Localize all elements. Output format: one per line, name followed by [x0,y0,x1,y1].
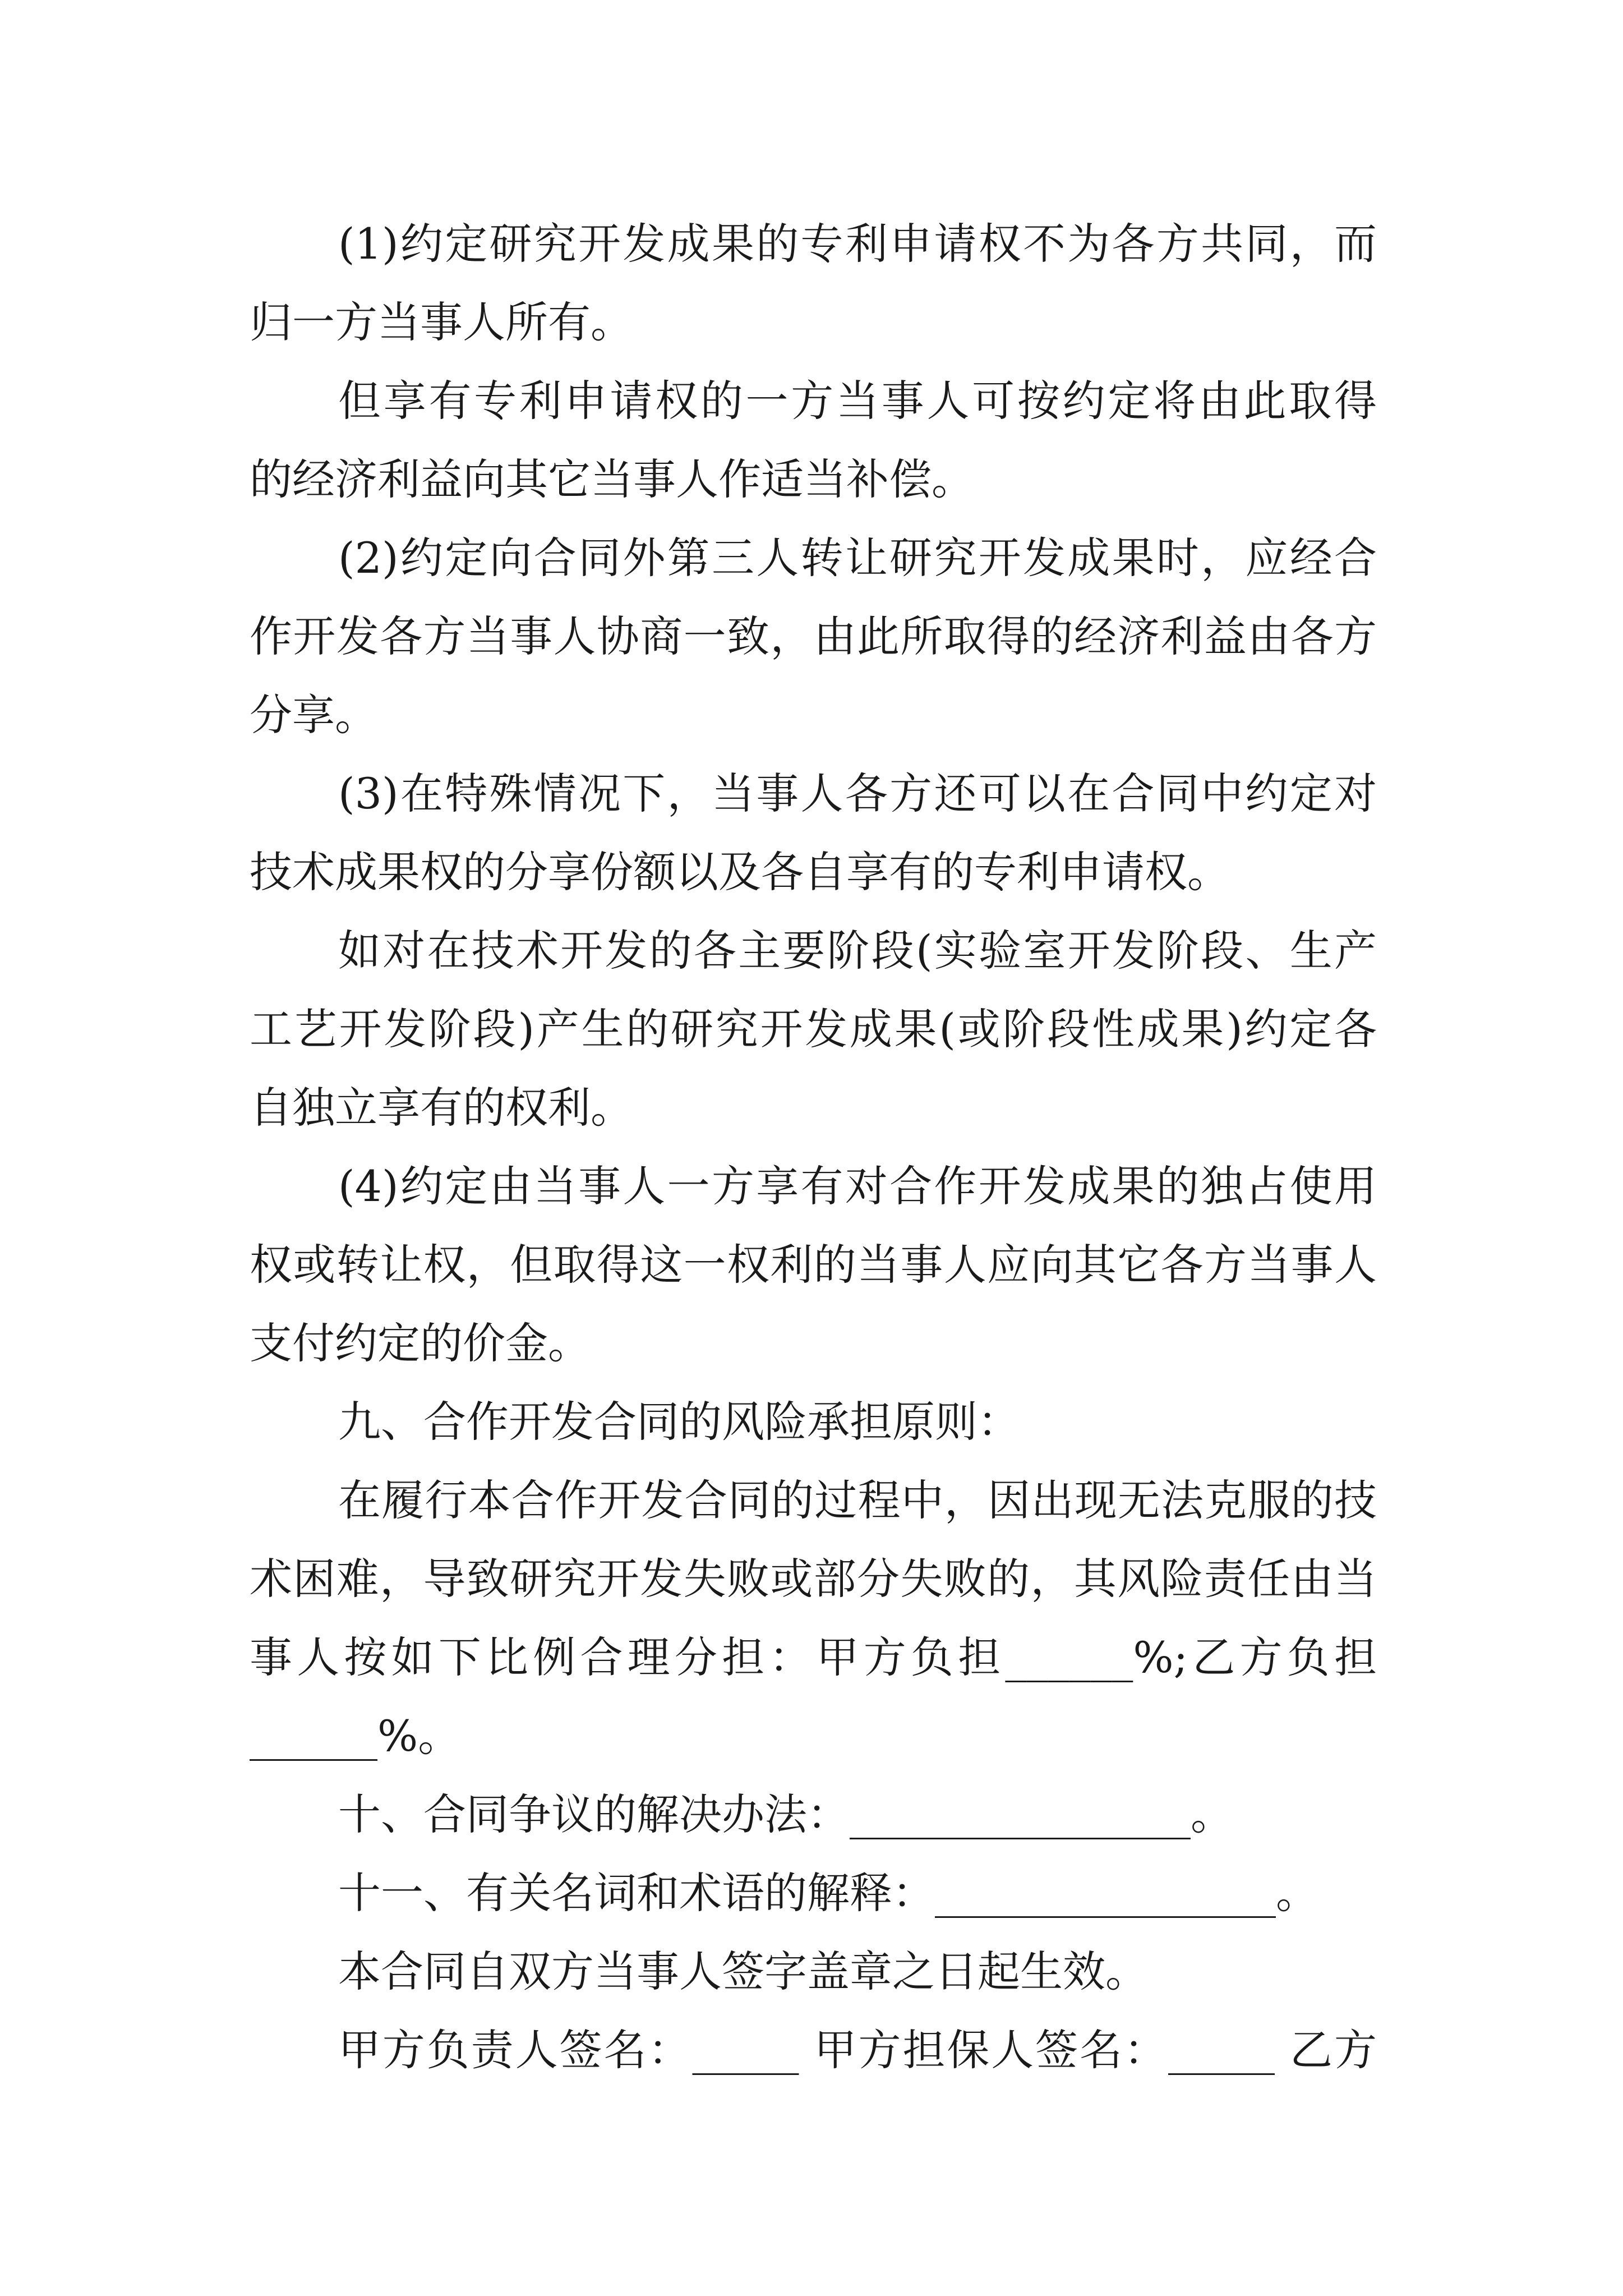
text-line: 事人按如下比例合理分担：甲方负担______%;乙方负担 [250,1632,1377,1682]
text-line: 归一方当事人所有。 [250,297,633,347]
section-heading: 九、合作开发合同的风险承担原则： [338,1397,1020,1447]
text-line: (2)约定向合同外第三人转让研究开发成果时，应经合 [338,533,1377,583]
text-line: 的经济利益向其它当事人作适当补偿。 [250,454,974,504]
text-line: 权或转让权，但取得这一权利的当事人应向其它各方当事人 [250,1240,1377,1290]
text-line: 自独立享有的权利。 [250,1083,633,1133]
section-heading: 十、合同争议的解决办法：________________。 [338,1789,1233,1839]
text-line: 但享有专利申请权的一方当事人可按约定将由此取得 [338,376,1377,426]
text-line: ______%。 [250,1711,461,1761]
text-line: 本合同自双方当事人签字盖章之日起生效。 [338,1947,1148,1996]
signature-line: 甲方负责人签名：_____ 甲方担保人签名：_____ 乙方 [338,2025,1377,2075]
text-line: 支付约定的价金。 [250,1318,591,1368]
text-line: 分享。 [250,690,377,740]
text-line: 技术成果权的分享份额以及各自享有的专利申请权。 [250,847,1230,897]
section-heading: 十一、有关名词和术语的解释：________________。 [338,1868,1318,1918]
text-line: 如对在技术开发的各主要阶段(实验室开发阶段、生产 [338,926,1377,976]
text-line: 在履行本合作开发合同的过程中，因出现无法克服的技 [338,1475,1377,1525]
text-line: 工艺开发阶段)产生的研究开发成果(或阶段性成果)约定各 [250,1004,1377,1054]
text-line: 作开发各方当事人协商一致，由此所取得的经济利益由各方 [250,611,1377,661]
text-line: (1)约定研究开发成果的专利申请权不为各方共同，而 [338,219,1377,269]
text-line: (3)在特殊情况下，当事人各方还可以在合同中约定对 [338,769,1377,818]
text-line: (4)约定由当事人一方享有对合作开发成果的独占使用 [338,1161,1377,1211]
text-line: 术困难，导致研究开发失败或部分失败的，其风险责任由当 [250,1554,1377,1604]
